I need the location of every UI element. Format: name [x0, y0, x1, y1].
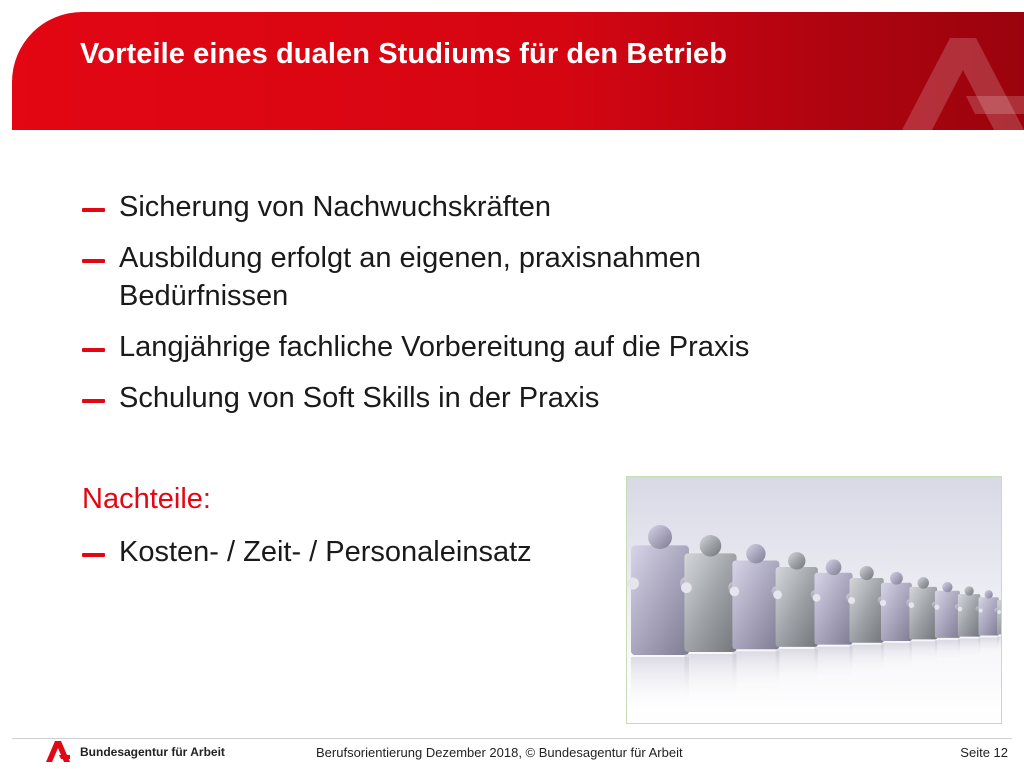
puzzle-people-icon	[627, 477, 1001, 723]
puzzle-piece	[848, 566, 886, 675]
list-item-text: Sicherung von Nachwuchskräften	[119, 191, 552, 223]
list-item-text: Ausbildung erfolgt an eigenen, praxisnahmen Bedürfnissen	[119, 242, 702, 312]
puzzle-piece	[730, 544, 784, 693]
list-item	[82, 188, 842, 226]
puzzle-piece	[909, 577, 939, 666]
disadvantages-list	[82, 533, 642, 584]
puzzle-piece	[978, 590, 999, 655]
list-item	[82, 533, 642, 571]
bullet-dash-icon	[82, 399, 105, 403]
footer-organization: Bundesagentur für Arbeit	[80, 745, 225, 759]
slide-title: Vorteile eines dualen Studiums für den Betrieb	[80, 38, 728, 70]
list-item-text: Kosten- / Zeit- / Personaleinsatz	[119, 536, 532, 568]
puzzle-piece	[997, 594, 1001, 653]
page-number: Seite 12	[960, 745, 1008, 760]
list-item	[82, 379, 842, 417]
bullet-dash-icon	[82, 208, 105, 212]
list-item	[82, 328, 842, 366]
advantages-list	[82, 188, 842, 430]
puzzle-piece	[813, 559, 856, 680]
list-item-text: Schulung von Soft Skills in der Praxis	[119, 382, 600, 414]
bullet-dash-icon	[82, 553, 105, 557]
puzzle-piece	[627, 525, 694, 709]
list-item	[82, 239, 842, 315]
puzzle-piece	[880, 572, 914, 671]
puzzle-people-image	[626, 476, 1002, 724]
puzzle-piece	[681, 535, 741, 701]
footer-copyright: Berufsorientierung Dezember 2018, © Bundesagentur für Arbeit	[316, 745, 683, 760]
bullet-dash-icon	[82, 348, 105, 352]
slide-header	[12, 12, 1024, 130]
disadvantages-heading: Nachteile:	[82, 483, 211, 515]
agency-logo-icon	[874, 12, 1024, 130]
bullet-dash-icon	[82, 259, 105, 263]
agency-logo-icon	[46, 741, 70, 762]
puzzle-piece	[773, 552, 821, 687]
puzzle-piece	[934, 582, 961, 662]
puzzle-piece	[958, 586, 982, 659]
footer-divider	[12, 738, 1012, 739]
list-item-text: Langjährige fachliche Vorbereitung auf die Praxis	[119, 331, 750, 363]
